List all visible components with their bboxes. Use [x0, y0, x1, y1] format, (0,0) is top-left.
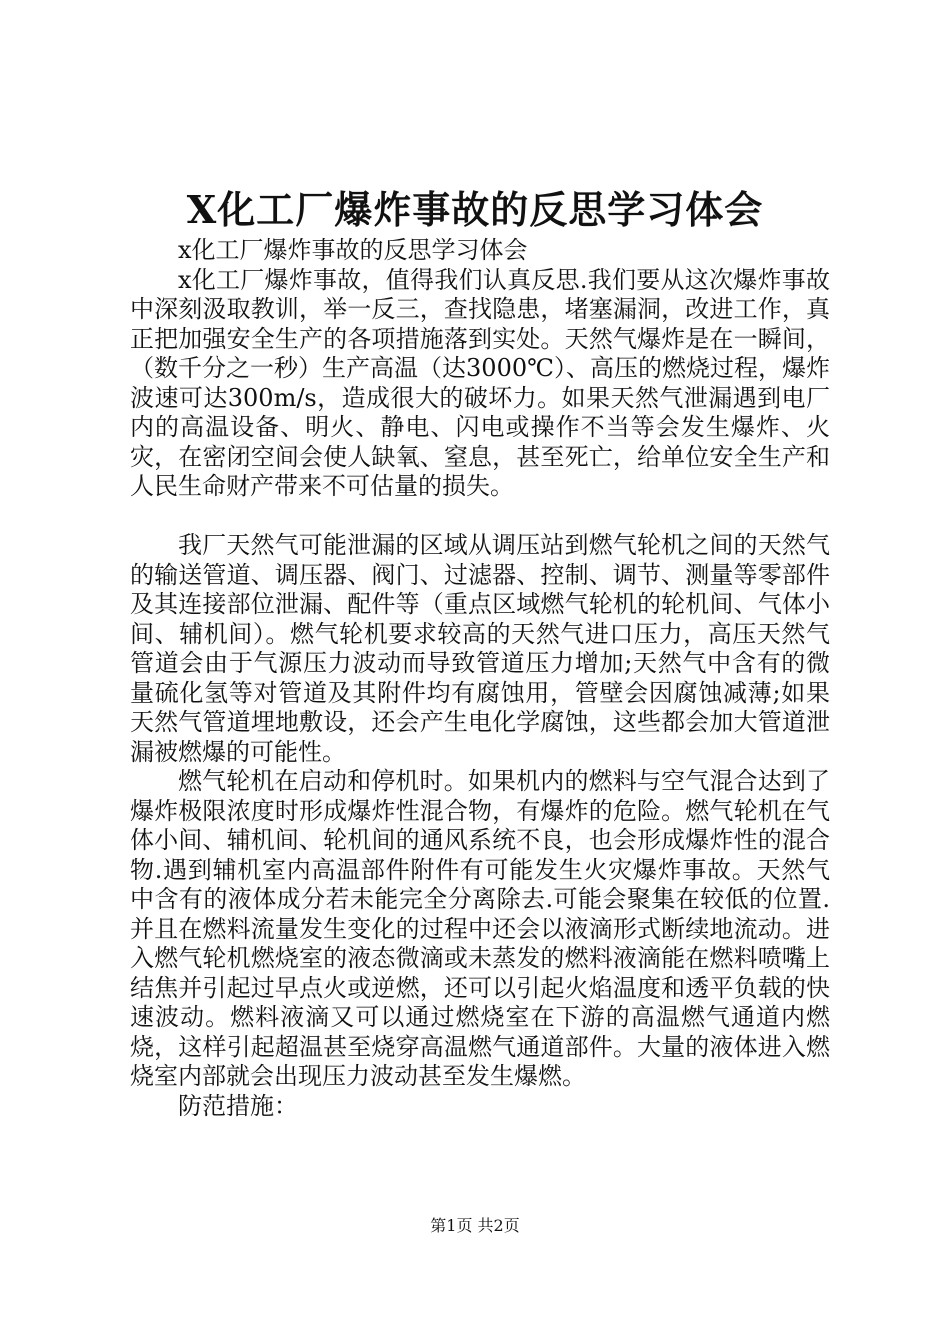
page-footer: 第1页 共2页 — [430, 1216, 520, 1235]
document-title: X化工厂爆炸事故的反思学习体会 — [186, 187, 764, 232]
paragraph-subtitle: x化工厂爆炸事故的反思学习体会 — [178, 236, 528, 264]
document-body — [130, 236, 830, 1121]
paragraph-measures-heading: 防范措施： — [178, 1091, 298, 1120]
paragraph-intro: x化工厂爆炸事故，值得我们认真反思.我们要从这次爆炸事故中深刻汲取教训，举一反三，查找隐患，堵塞漏洞，改进工作，真正把加强安全生产的各项措施落到实处。天然气爆炸是在一瞬间，（数千分之一秒）生产高温（达3000℃）、高压的燃烧过程，爆炸波速可达300m/s，造成很大的破坏力。如果天然气泄漏遇到电厂内的高温设备、明火、静电、闪电或操作不当等会发生爆炸、火灾，在密闭空间会使人缺氧、窒息，甚至死亡，给单位安全生产和人民生命财产带来不可估量的损失。 — [130, 265, 830, 500]
paragraph-turbine-risks: 燃气轮机在启动和停机时。如果机内的燃料与空气混合达到了爆炸极限浓度时形成爆炸性混合物，有爆炸的危险。燃气轮机在气体小间、辅机间、轮机间的通风系统不良，也会形成爆炸性的混合物.遇到辅机室内高温部件附件有可能发生火灾爆炸事故。天然气中含有的液体成分若未能完全分离除去.可能会聚集在较低的位置.并且在燃料流量发生变化的过程中还会以液滴形式断续地流动。进入燃气轮机燃烧室的液态微滴或未蒸发的燃料液滴能在燃料喷嘴上结焦并引起过早点火或逆燃，还可以引起火焰温度和透平负载的快速波动。燃料液滴又可以通过燃烧室在下游的高温燃气通道内燃烧，这样引起超温甚至烧穿高温燃气通道部件。大量的液体进入燃烧室内部就会出现压力波动甚至发生爆燃。 — [130, 767, 830, 1090]
paragraph-leak-areas: 我厂天然气可能泄漏的区域从调压站到燃气轮机之间的天然气的输送管道、调压器、阀门、过滤器、控制、调节、测量等零部件及其连接部位泄漏、配件等（重点区域燃气轮机的轮机间、气体小间、辅机间）。燃气轮机要求较高的天然气进口压力，高压天然气管道会由于气源压力波动而导致管道压力增加;天然气中含有的微量硫化氢等对管道及其附件均有腐蚀用，管壁会因腐蚀减薄;如果天然气管道埋地敷设，还会产生电化学腐蚀，这些都会加大管道泄漏被燃爆的可能性。 — [130, 531, 830, 766]
